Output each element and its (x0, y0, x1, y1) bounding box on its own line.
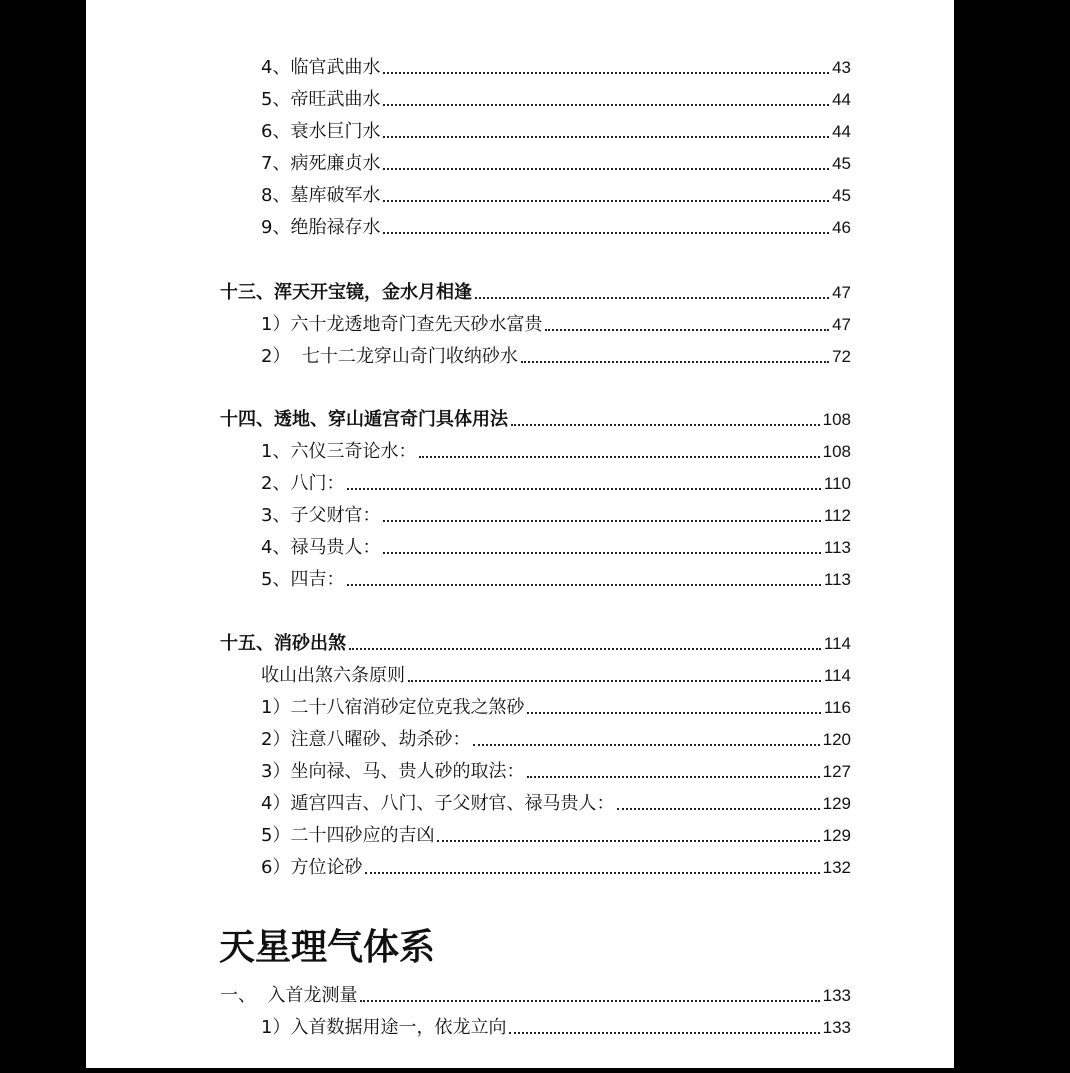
toc-entry-label: 2）注意八曜砂、劫杀砂： (261, 729, 471, 750)
toc-entry-label: 1、六仪三奇论水： (261, 441, 417, 462)
toc-leader-dots (349, 648, 821, 650)
toc-heading-label: 十三、浑天开宝镜，金水月相逢 (220, 282, 472, 303)
toc-leader-dots (419, 456, 819, 458)
toc-page-number: 43 (832, 58, 851, 77)
toc-entry-label: 7、病死廉贞水 (261, 153, 381, 174)
toc-entry-label: 2） 七十二龙穿山奇门收纳砂水 (261, 346, 518, 367)
toc-heading[interactable] (220, 281, 851, 305)
toc-leader-dots (509, 1032, 819, 1034)
toc-entry-label: 4、禄马贵人： (261, 537, 381, 558)
toc-entry[interactable] (261, 696, 851, 720)
toc-entry-label: 4）遁宫四吉、八门、子父财官、禄马贵人： (261, 793, 615, 814)
toc-entry[interactable] (261, 536, 851, 560)
toc-heading-label: 十四、透地、穿山遁宫奇门具体用法 (220, 409, 508, 430)
toc-leader-dots (527, 776, 819, 778)
toc-leader-dots (383, 232, 829, 234)
toc-entry-label: 1）二十八宿消砂定位克我之煞砂 (261, 697, 525, 718)
toc-leader-dots (383, 168, 829, 170)
toc-page-number: 108 (822, 442, 851, 461)
toc-entry[interactable] (261, 856, 851, 880)
toc-leader-dots (383, 552, 820, 554)
toc-leader-dots (383, 520, 820, 522)
toc-leader-dots (475, 297, 829, 299)
toc-entry-label: 6）方位论砂 (261, 857, 363, 878)
toc-page-number: 133 (822, 1018, 851, 1037)
toc-entry-label: 1）入首数据用途一，依龙立向 (261, 1017, 507, 1038)
toc-entry[interactable] (261, 345, 851, 369)
toc-leader-dots (473, 744, 819, 746)
toc-entry[interactable] (261, 152, 851, 176)
toc-page-number: 46 (832, 218, 851, 237)
toc-entry-label: 5、帝旺武曲水 (261, 89, 381, 110)
toc-heading-label: 十五、消砂出煞 (220, 633, 346, 654)
toc-entry[interactable] (261, 728, 851, 752)
toc-leader-dots (527, 712, 820, 714)
toc-entry-label: 5）二十四砂应的吉凶 (261, 825, 435, 846)
toc-leader-dots (365, 872, 819, 874)
toc-page-number: 45 (832, 154, 851, 173)
toc-entry-label: 2、八门： (261, 473, 345, 494)
toc-entry[interactable] (261, 792, 851, 816)
toc-page-number: 132 (822, 858, 851, 877)
toc-entry-label: 6、衰水巨门水 (261, 121, 381, 142)
toc-page-number: 113 (823, 570, 851, 589)
toc-entry-label: 收山出煞六条原则 (261, 665, 405, 686)
toc-page-number: 116 (823, 698, 851, 717)
toc-leader-dots (347, 488, 820, 490)
toc-page-number: 120 (822, 730, 851, 749)
toc-page-number: 45 (832, 186, 851, 205)
toc-entry-label: 3、子父财官： (261, 505, 381, 526)
toc-entry-label: 5、四吉： (261, 569, 345, 590)
toc-entry-label: 8、墓库破军水 (261, 185, 381, 206)
toc-entry[interactable] (261, 568, 851, 592)
toc-entry[interactable] (261, 1016, 851, 1040)
toc-leader-dots (383, 72, 829, 74)
toc-entry-label: 1）六十龙透地奇门查先天砂水富贵 (261, 314, 543, 335)
toc-page-number: 129 (822, 826, 851, 845)
toc-leader-dots (360, 1000, 819, 1002)
toc-leader-dots (511, 424, 820, 426)
toc-page-number: 113 (823, 538, 851, 557)
toc-entry-label: 4、临官武曲水 (261, 57, 381, 78)
toc-entry-label: 一、 入首龙测量 (220, 985, 358, 1006)
toc-entry[interactable] (261, 184, 851, 208)
toc-leader-dots (545, 329, 829, 331)
toc-entry[interactable] (261, 824, 851, 848)
toc-page-number: 110 (823, 474, 851, 493)
toc-entry[interactable] (261, 216, 851, 240)
toc-leader-dots (383, 104, 829, 106)
toc-entry[interactable] (261, 760, 851, 784)
toc-page-number: 72 (832, 347, 851, 366)
toc-entry-label: 9、绝胎禄存水 (261, 217, 381, 238)
toc-entry[interactable] (261, 504, 851, 528)
toc-leader-dots (617, 808, 819, 810)
toc-entry[interactable] (261, 472, 851, 496)
toc-entry[interactable] (261, 664, 851, 688)
toc-entry[interactable] (261, 120, 851, 144)
section-title: 天星理气体系 (219, 926, 436, 968)
toc-page-number: 44 (832, 90, 851, 109)
toc-heading[interactable] (220, 408, 851, 432)
toc-page-number: 108 (822, 410, 851, 429)
toc-entry-label: 3）坐向禄、马、贵人砂的取法： (261, 761, 525, 782)
toc-page-number: 47 (832, 315, 851, 334)
toc-leader-dots (437, 840, 819, 842)
toc-page-number: 114 (823, 666, 851, 685)
toc-page-number: 129 (822, 794, 851, 813)
toc-page-number: 133 (822, 986, 851, 1005)
toc-page-number: 47 (832, 283, 851, 302)
toc-page-number: 44 (832, 122, 851, 141)
toc-leader-dots (521, 361, 829, 363)
toc-heading[interactable] (220, 632, 851, 656)
toc-leader-dots (383, 200, 829, 202)
toc-entry[interactable] (220, 984, 851, 1008)
toc-entry[interactable] (261, 440, 851, 464)
document-page (86, 0, 954, 1068)
toc-leader-dots (347, 584, 820, 586)
toc-entry[interactable] (261, 313, 851, 337)
toc-page-number: 114 (823, 634, 851, 653)
toc-entry[interactable] (261, 56, 851, 80)
toc-leader-dots (408, 680, 821, 682)
toc-entry[interactable] (261, 88, 851, 112)
toc-leader-dots (383, 136, 829, 138)
toc-page-number: 127 (822, 762, 851, 781)
toc-page-number: 112 (823, 506, 851, 525)
